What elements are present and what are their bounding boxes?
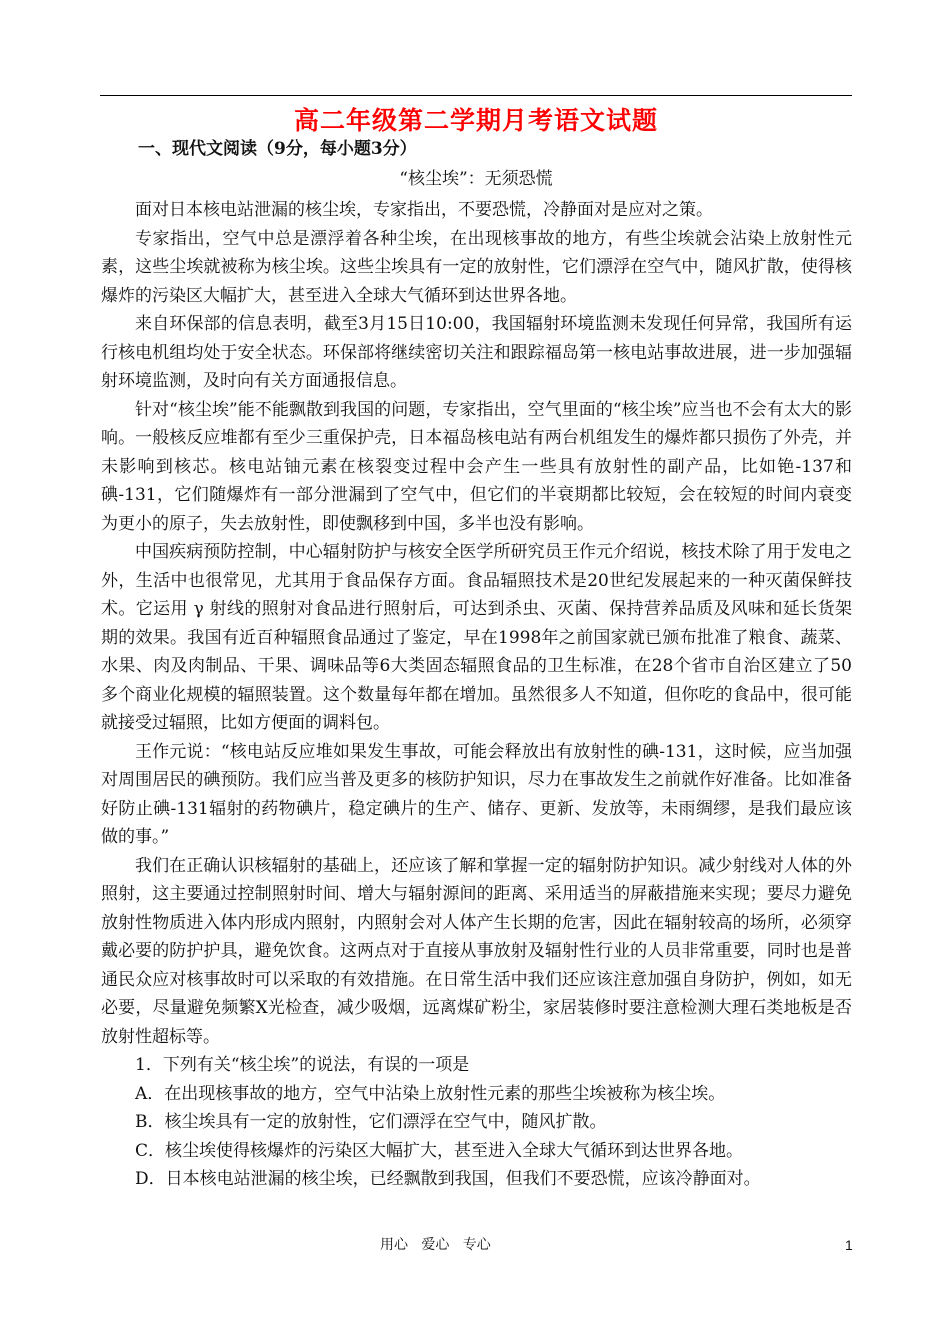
paragraph: 专家指出，空气中总是漂浮着各种尘埃，在出现核事故的地方，有些尘埃就会沾染上放射性元素，这些尘埃就被称为核尘埃。这些尘埃具有一定的放射性，它们漂浮在空气中，随风扩散，使得核爆炸的污染区大幅扩大，甚至进入全球大气循环到达世界各地。 bbox=[101, 228, 852, 306]
question-option-c: C．核尘埃使得核爆炸的污染区大幅扩大，甚至进入全球大气循环到达世界各地。 bbox=[135, 1140, 744, 1161]
footer-motto: 用心 爱心 专心 bbox=[380, 1237, 491, 1253]
page-number: 1 bbox=[845, 1237, 853, 1253]
question-option-b: B．核尘埃具有一定的放射性，它们漂浮在空气中，随风扩散。 bbox=[135, 1112, 607, 1132]
paragraph: 面对日本核电站泄漏的核尘埃，专家指出，不要恐慌，冷静面对是应对之策。 bbox=[135, 200, 713, 220]
paragraph: 中国疾病预防控制，中心辐射防护与核安全医学所研究员王作元介绍说，核技术除了用于发电之外，生活中也很常见，尤其用于食品保存方面。食品辐照技术是20世纪发展起来的一种灭菌保鲜技术。它运用 γ 射线的照射对食品进行照射后，可达到杀虫、灭菌、保持营养品质及风味和延长货架期的效果。我国有近百种辐照食品通过了鉴定，早在1998年之前国家就已颁布批准了粮食、蔬菜、水果、肉及肉制品、干果、调味品等6大类固态辐照食品的卫生标准，在28个省市自治区建立了50多个商业化规模的辐照装置。这个数量每年都在增加。虽然很多人不知道，但你吃的食品中，很可能就接受过辐照，比如方便面的调料包。 bbox=[101, 542, 852, 733]
header-rule bbox=[100, 95, 852, 96]
paragraph: 王作元说：“核电站反应堆如果发生事故，可能会释放出有放射性的碘-131，这时候，应当加强对周围居民的碘预防。我们应当普及更多的核防护知识，尽力在事故发生之前就作好准备。比如准备好防止碘-131辐射的药物碘片，稳定碘片的生产、储存、更新、发放等，未雨绸缪，是我们最应该做的事。” bbox=[101, 741, 852, 847]
paragraph: 来自环保部的信息表明，截至3月15日10:00，我国辐射环境监测未发现任何异常，我国所有运行核电机组均处于安全状态。环保部将继续密切关注和跟踪福岛第一核电站事故进展，进一步加强辐射环境监测，及时向有关方面通报信息。 bbox=[101, 314, 852, 391]
paragraph: 针对“核尘埃”能不能飘散到我国的问题，专家指出，空气里面的“核尘埃”应当也不会有太大的影响。一般核反应堆都有至少三重保护壳，日本福岛核电站有两台机组发生的爆炸都只损伤了外壳，并未影响到核芯。核电站铀元素在核裂变过程中会产生一些具有放射性的副产品，比如铯-137和碘-131，它们随爆炸有一部分泄漏到了空气中，但它们的半衰期都比较短，会在较短的时间内衰变为更小的原子，失去放射性，即使飘移到中国，多半也没有影响。 bbox=[101, 399, 852, 534]
question-option-d: D．日本核电站泄漏的核尘埃，已经飘散到我国，但我们不要恐慌，应该冷静面对。 bbox=[135, 1169, 761, 1189]
question-stem: 1．下列有关“核尘埃”的说法，有误的一项是 bbox=[135, 1055, 470, 1075]
question-option-a: A．在出现核事故的地方，空气中沾染上放射性元素的那些尘埃被称为核尘埃。 bbox=[135, 1083, 726, 1104]
section-heading: 一、现代文阅读（9分，每小题3分） bbox=[138, 139, 417, 159]
passage-title: “核尘埃”：无须恐慌 bbox=[399, 169, 553, 189]
passage-body bbox=[101, 196, 852, 1194]
exam-title: 高二年级第二学期月考语文试题 bbox=[293, 106, 658, 135]
paragraph: 我们在正确认识核辐射的基础上，还应该了解和掌握一定的辐射防护知识。减少射线对人体的外照射，这主要通过控制照射时间、增大与辐射源间的距离、采用适当的屏蔽措施来实现；要尽力避免放射性物质进入体内形成内照射，内照射会对人体产生长期的危害，因此在辐射较高的场所，必须穿戴必要的防护护具，避免饮食。这两点对于直接从事放射及辐射性行业的人员非常重要，同时也是普通民众应对核事故时可以采取的有效措施。在日常生活中我们还应该注意加强自身防护，例如，如无必要，尽量避免频繁X光检查，减少吸烟，远离煤矿粉尘，家居装修时要注意检测大理石类地板是否放射性超标等。 bbox=[101, 855, 852, 1047]
page-footer bbox=[0, 1233, 950, 1257]
